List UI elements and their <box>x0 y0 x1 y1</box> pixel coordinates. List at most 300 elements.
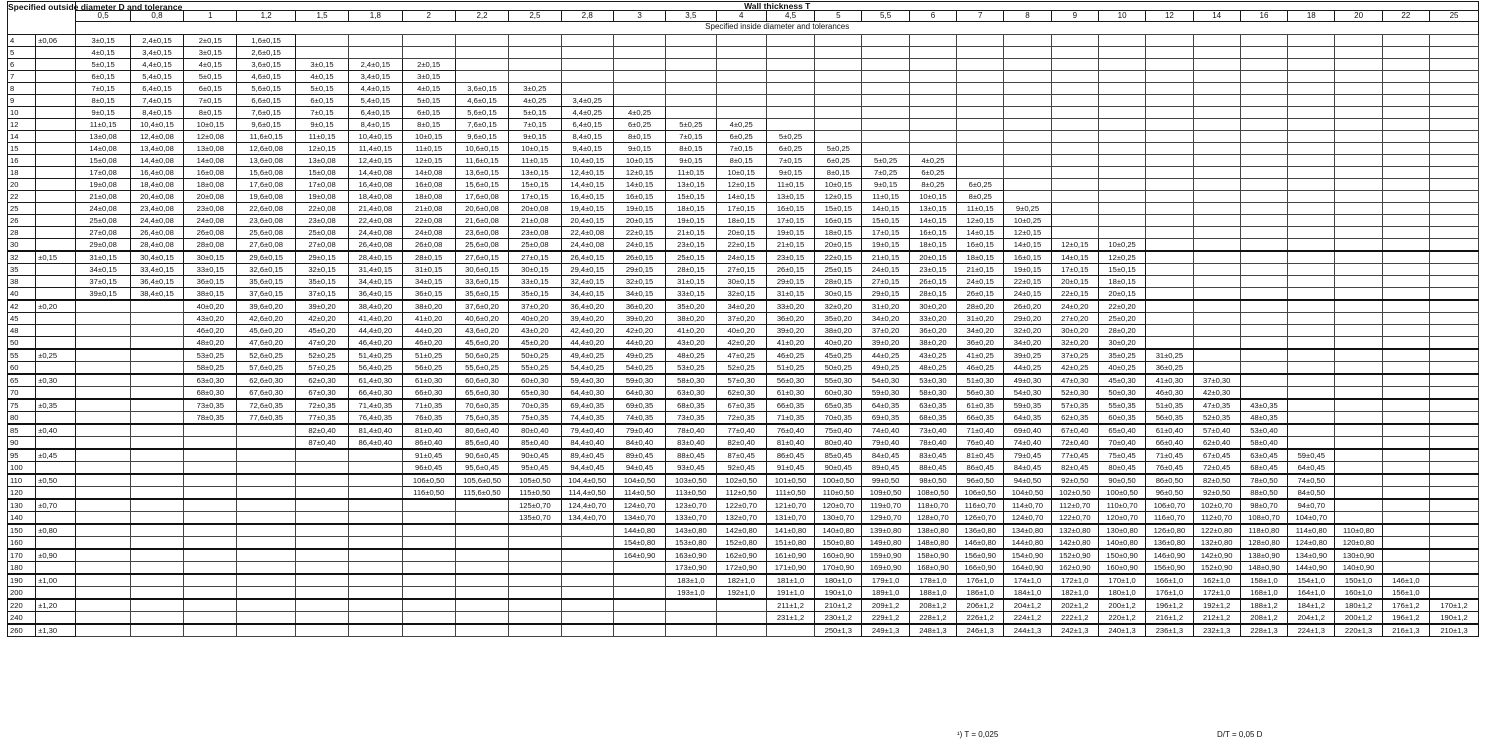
inside-diameter-cell: 36±0,25 <box>1146 362 1193 375</box>
empty-cell <box>1098 95 1145 107</box>
empty-cell <box>1430 499 1479 512</box>
inside-diameter-cell: 206±1,2 <box>957 599 1004 612</box>
outside-diameter-cell: 20 <box>8 179 36 191</box>
empty-cell <box>402 537 455 550</box>
outside-diameter-cell: 240 <box>8 612 36 625</box>
inside-diameter-cell: 110±0,50 <box>815 487 862 500</box>
empty-cell <box>402 624 455 637</box>
inside-diameter-cell: 92±0,50 <box>1193 487 1240 500</box>
empty-cell <box>295 524 348 537</box>
empty-cell <box>76 374 130 387</box>
empty-cell <box>1288 191 1335 203</box>
inside-diameter-cell: 4±0,25 <box>509 95 561 107</box>
outside-diameter-cell: 8 <box>8 83 36 95</box>
inside-diameter-cell: 22±0,08 <box>402 215 455 227</box>
inside-diameter-cell: 232±1,3 <box>1193 624 1240 637</box>
outside-diameter-cell: 40 <box>8 288 36 301</box>
inside-diameter-cell: 140±0,80 <box>1098 537 1145 550</box>
empty-cell <box>76 562 130 575</box>
empty-cell <box>402 524 455 537</box>
table-row <box>8 524 1479 537</box>
tolerance-cell <box>36 143 76 155</box>
inside-diameter-cell: 86,4±0,40 <box>349 437 402 450</box>
inside-diameter-cell: 27±0,08 <box>76 227 130 239</box>
inside-diameter-cell: 79±0,45 <box>1004 449 1051 462</box>
empty-cell <box>1430 462 1479 475</box>
outside-diameter-cell: 18 <box>8 167 36 179</box>
empty-cell <box>1193 131 1240 143</box>
inside-diameter-cell: 8±0,15 <box>815 167 862 179</box>
inside-diameter-cell: 183±1,0 <box>666 574 716 587</box>
inside-diameter-cell: 222±1,2 <box>1051 612 1098 625</box>
empty-cell <box>237 437 295 450</box>
outside-diameter-cell: 85 <box>8 424 36 437</box>
empty-cell <box>1335 95 1382 107</box>
inside-diameter-cell: 118±0,70 <box>909 499 956 512</box>
inside-diameter-cell: 112±0,50 <box>716 487 766 500</box>
inside-diameter-cell: 4±0,25 <box>613 107 665 119</box>
inside-diameter-cell: 154±1,0 <box>1288 574 1335 587</box>
inside-diameter-cell: 92±0,50 <box>1051 474 1098 487</box>
inside-diameter-cell: 88±0,45 <box>909 462 956 475</box>
thickness-header-cell: 3,5 <box>666 11 716 22</box>
inside-diameter-cell: 8,4±0,15 <box>130 107 183 119</box>
inside-diameter-cell: 10,6±0,15 <box>455 143 508 155</box>
empty-cell <box>1430 35 1479 47</box>
empty-cell <box>1382 131 1429 143</box>
inside-diameter-cell: 34,4±0,15 <box>561 288 613 301</box>
empty-cell <box>1430 288 1479 301</box>
inside-diameter-cell: 180±1,2 <box>1335 599 1382 612</box>
inside-diameter-cell: 11±0,15 <box>295 131 348 143</box>
empty-cell <box>237 549 295 562</box>
empty-cell <box>1240 337 1287 350</box>
inside-diameter-cell: 44±0,20 <box>613 337 665 350</box>
empty-cell <box>1146 264 1193 276</box>
empty-cell <box>1335 131 1382 143</box>
empty-cell <box>1430 107 1479 119</box>
tolerance-cell: ±0,35 <box>36 399 76 412</box>
outside-diameter-cell: 220 <box>8 599 36 612</box>
inside-diameter-cell: 6±0,15 <box>295 95 348 107</box>
empty-cell <box>561 59 613 71</box>
empty-cell <box>561 562 613 575</box>
tolerance-cell <box>36 191 76 203</box>
thickness-header-cell: 9 <box>1051 11 1098 22</box>
inside-diameter-cell: 210±1,3 <box>1430 624 1479 637</box>
empty-cell <box>1240 215 1287 227</box>
empty-cell <box>1335 487 1382 500</box>
inside-diameter-cell: 35±0,15 <box>295 276 348 288</box>
empty-cell <box>815 119 862 131</box>
empty-cell <box>130 487 183 500</box>
inside-diameter-cell: 43±0,20 <box>666 337 716 350</box>
inside-diameter-cell: 10±0,15 <box>909 191 956 203</box>
empty-cell <box>1288 349 1335 362</box>
empty-cell <box>1146 325 1193 337</box>
inside-diameter-cell: 10±0,15 <box>613 155 665 167</box>
inside-diameter-cell: 100±0,50 <box>815 474 862 487</box>
inside-diameter-cell: 24±0,08 <box>402 227 455 239</box>
inside-diameter-cell: 32±0,15 <box>295 264 348 276</box>
inside-diameter-cell: 33±0,20 <box>766 300 814 313</box>
empty-cell <box>666 107 716 119</box>
inside-diameter-cell: 23±0,15 <box>909 264 956 276</box>
inside-diameter-cell: 37±0,25 <box>1051 349 1098 362</box>
inside-diameter-cell: 115,6±0,50 <box>455 487 508 500</box>
inside-diameter-cell: 26,4±0,08 <box>349 239 402 252</box>
empty-cell <box>1098 179 1145 191</box>
empty-cell <box>1240 179 1287 191</box>
inside-diameter-cell: 68±0,35 <box>666 399 716 412</box>
empty-cell <box>716 47 766 59</box>
empty-cell <box>561 574 613 587</box>
empty-cell <box>402 499 455 512</box>
empty-cell <box>666 47 716 59</box>
inside-diameter-cell: 230±1,2 <box>815 612 862 625</box>
empty-cell <box>1335 362 1382 375</box>
thickness-header-cell: 2,2 <box>455 11 508 22</box>
table-row <box>8 155 1479 167</box>
inside-diameter-cell: 44,4±0,20 <box>349 325 402 337</box>
inside-diameter-cell: 42,4±0,20 <box>561 325 613 337</box>
empty-cell <box>1430 179 1479 191</box>
empty-cell <box>130 313 183 325</box>
empty-cell <box>1098 35 1145 47</box>
empty-cell <box>1098 191 1145 203</box>
empty-cell <box>1051 215 1098 227</box>
empty-cell <box>1335 437 1382 450</box>
inside-diameter-cell: 39±0,20 <box>766 325 814 337</box>
empty-cell <box>455 587 508 600</box>
inside-diameter-cell: 33±0,15 <box>184 264 237 276</box>
table-row <box>8 487 1479 500</box>
empty-cell <box>1382 549 1429 562</box>
inside-diameter-cell: 120±0,70 <box>1098 512 1145 525</box>
empty-cell <box>76 462 130 475</box>
inside-diameter-cell: 32,6±0,15 <box>237 264 295 276</box>
inside-diameter-cell: 26±0,15 <box>957 288 1004 301</box>
empty-cell <box>295 47 348 59</box>
inside-diameter-cell: 5±0,15 <box>184 71 237 83</box>
tolerance-cell: ±0,30 <box>36 374 76 387</box>
inside-diameter-cell: 5±0,15 <box>295 83 348 95</box>
inside-diameter-cell: 28±0,15 <box>402 251 455 264</box>
empty-cell <box>1240 107 1287 119</box>
empty-cell <box>76 437 130 450</box>
footnote-1: ¹) T = 0,025 <box>957 730 999 739</box>
inside-diameter-cell: 6±0,25 <box>957 179 1004 191</box>
inside-diameter-cell: 224±1,3 <box>1288 624 1335 637</box>
table-row <box>8 288 1479 301</box>
empty-cell <box>1382 191 1429 203</box>
empty-cell <box>1382 288 1429 301</box>
inside-diameter-cell: 156±0,90 <box>957 549 1004 562</box>
empty-cell <box>1193 276 1240 288</box>
inside-diameter-cell: 54,4±0,25 <box>561 362 613 375</box>
empty-cell <box>130 412 183 425</box>
inside-diameter-cell: 182±1,0 <box>1051 587 1098 600</box>
inside-diameter-cell: 154±0,80 <box>613 537 665 550</box>
inside-diameter-cell: 11±0,15 <box>509 155 561 167</box>
inside-diameter-cell: 92±0,45 <box>716 462 766 475</box>
inside-diameter-cell: 89±0,45 <box>862 462 909 475</box>
inside-diameter-cell: 27±0,15 <box>862 276 909 288</box>
empty-cell <box>130 437 183 450</box>
empty-cell <box>716 107 766 119</box>
inside-diameter-cell: 6±0,15 <box>76 71 130 83</box>
inside-diameter-cell: 176±1,0 <box>1146 587 1193 600</box>
inside-diameter-cell: 43±0,35 <box>1240 399 1287 412</box>
inside-diameter-cell: 134±0,80 <box>1004 524 1051 537</box>
inside-diameter-cell: 61±0,30 <box>402 374 455 387</box>
empty-cell <box>1335 462 1382 475</box>
inside-diameter-cell: 18±0,08 <box>402 191 455 203</box>
empty-cell <box>716 59 766 71</box>
empty-cell <box>237 474 295 487</box>
empty-cell <box>613 47 665 59</box>
inside-diameter-cell: 71±0,35 <box>766 412 814 425</box>
inside-diameter-cell: 106±0,50 <box>957 487 1004 500</box>
inside-diameter-cell: 196±1,2 <box>1146 599 1193 612</box>
inside-diameter-cell: 8±0,15 <box>402 119 455 131</box>
inside-diameter-cell: 38±0,20 <box>402 300 455 313</box>
empty-cell <box>349 574 402 587</box>
tolerance-cell: ±0,06 <box>36 35 76 47</box>
empty-cell <box>909 107 956 119</box>
table-row <box>8 549 1479 562</box>
inside-diameter-cell: 142±0,90 <box>1193 549 1240 562</box>
empty-cell <box>1430 574 1479 587</box>
empty-cell <box>613 562 665 575</box>
inside-diameter-cell: 38±0,15 <box>184 288 237 301</box>
inside-diameter-cell: 30±0,20 <box>1098 337 1145 350</box>
inside-diameter-cell: 77±0,40 <box>716 424 766 437</box>
inside-diameter-cell: 22±0,15 <box>716 239 766 252</box>
inside-diameter-cell: 13,4±0,08 <box>130 143 183 155</box>
empty-cell <box>509 524 561 537</box>
empty-cell <box>815 35 862 47</box>
empty-cell <box>613 83 665 95</box>
empty-cell <box>1335 499 1382 512</box>
empty-cell <box>1288 203 1335 215</box>
inside-diameter-cell: 66±0,30 <box>402 387 455 400</box>
empty-cell <box>402 512 455 525</box>
table-row <box>8 276 1479 288</box>
empty-cell <box>1240 47 1287 59</box>
empty-cell <box>1146 47 1193 59</box>
empty-cell <box>1335 203 1382 215</box>
inside-diameter-cell: 188±1,2 <box>1240 599 1287 612</box>
inside-diameter-cell: 24±0,08 <box>184 215 237 227</box>
inside-diameter-cell: 37±0,30 <box>1193 374 1240 387</box>
inside-diameter-cell: 112±0,70 <box>1193 512 1240 525</box>
empty-cell <box>1288 143 1335 155</box>
empty-cell <box>1288 264 1335 276</box>
inside-diameter-cell: 16±0,08 <box>402 179 455 191</box>
inside-diameter-cell: 36±0,20 <box>909 325 956 337</box>
inside-diameter-cell: 7±0,15 <box>716 143 766 155</box>
inside-diameter-cell: 189±1,0 <box>862 587 909 600</box>
empty-cell <box>815 95 862 107</box>
inside-diameter-cell: 17±0,15 <box>716 203 766 215</box>
empty-cell <box>130 549 183 562</box>
tolerance-cell <box>36 47 76 59</box>
empty-cell <box>349 587 402 600</box>
inside-diameter-cell: 90,6±0,45 <box>455 449 508 462</box>
empty-cell <box>130 612 183 625</box>
empty-cell <box>1382 313 1429 325</box>
inside-diameter-cell: 9±0,15 <box>509 131 561 143</box>
inside-diameter-cell: 153±0,80 <box>666 537 716 550</box>
inside-diameter-cell: 114±0,70 <box>1004 499 1051 512</box>
empty-cell <box>1146 276 1193 288</box>
empty-cell <box>237 449 295 462</box>
inside-diameter-cell: 152±0,90 <box>1193 562 1240 575</box>
empty-cell <box>295 499 348 512</box>
table-row <box>8 35 1479 47</box>
inside-diameter-cell: 2,6±0,15 <box>237 47 295 59</box>
inside-diameter-cell: 68±0,45 <box>1240 462 1287 475</box>
inside-diameter-cell: 10±0,15 <box>184 119 237 131</box>
empty-cell <box>1430 167 1479 179</box>
empty-cell <box>1335 449 1382 462</box>
inside-diameter-cell: 36,4±0,20 <box>561 300 613 313</box>
empty-cell <box>349 499 402 512</box>
empty-cell <box>909 95 956 107</box>
inside-diameter-cell: 4±0,15 <box>402 83 455 95</box>
empty-cell <box>613 71 665 83</box>
empty-cell <box>1193 251 1240 264</box>
inside-diameter-cell: 12±0,25 <box>1098 251 1145 264</box>
inside-diameter-cell: 22±0,08 <box>295 203 348 215</box>
tolerance-cell <box>36 107 76 119</box>
inside-diameter-cell: 15,6±0,08 <box>237 167 295 179</box>
inside-diameter-cell: 41±0,20 <box>402 313 455 325</box>
inside-diameter-cell: 168±1,0 <box>1240 587 1287 600</box>
empty-cell <box>349 537 402 550</box>
empty-cell <box>1335 107 1382 119</box>
inside-diameter-cell: 24±0,15 <box>613 239 665 252</box>
empty-cell <box>1335 337 1382 350</box>
empty-cell <box>1382 227 1429 239</box>
empty-cell <box>1335 59 1382 71</box>
tolerance-cell <box>36 131 76 143</box>
tolerance-cell <box>36 227 76 239</box>
empty-cell <box>509 549 561 562</box>
empty-cell <box>1430 276 1479 288</box>
inside-diameter-cell: 71±0,45 <box>1146 449 1193 462</box>
inside-diameter-cell: 21±0,15 <box>862 251 909 264</box>
thickness-header-cell: 3 <box>613 11 665 22</box>
thickness-header-cell: 1,2 <box>237 11 295 22</box>
empty-cell <box>1098 167 1145 179</box>
table-row <box>8 387 1479 400</box>
empty-cell <box>1382 424 1429 437</box>
inside-diameter-cell: 126±0,70 <box>957 512 1004 525</box>
inside-diameter-cell: 108±0,70 <box>1240 512 1287 525</box>
inside-diameter-cell: 32±0,15 <box>716 288 766 301</box>
inside-diameter-cell: 19±0,15 <box>666 215 716 227</box>
empty-cell <box>1051 107 1098 119</box>
empty-cell <box>1288 387 1335 400</box>
inside-diameter-cell: 7±0,15 <box>76 83 130 95</box>
inside-diameter-cell: 45,6±0,20 <box>237 325 295 337</box>
outside-diameter-cell: 260 <box>8 624 36 637</box>
inside-diameter-cell: 12±0,15 <box>716 179 766 191</box>
inside-diameter-cell: 4,6±0,15 <box>455 95 508 107</box>
empty-cell <box>1004 83 1051 95</box>
inside-diameter-cell: 151±0,80 <box>766 537 814 550</box>
empty-cell <box>716 83 766 95</box>
empty-cell <box>184 537 237 550</box>
empty-cell <box>1193 264 1240 276</box>
inside-diameter-cell: 119±0,70 <box>862 499 909 512</box>
inside-diameter-cell: 95,6±0,45 <box>455 462 508 475</box>
empty-cell <box>1240 349 1287 362</box>
inside-diameter-cell: 63±0,30 <box>184 374 237 387</box>
inside-diameter-cell: 148±0,80 <box>909 537 956 550</box>
empty-cell <box>1335 349 1382 362</box>
empty-cell <box>1288 227 1335 239</box>
inside-diameter-cell: 7±0,15 <box>295 107 348 119</box>
empty-cell <box>1430 215 1479 227</box>
inside-diameter-cell: 45±0,20 <box>295 325 348 337</box>
inside-diameter-cell: 9±0,15 <box>613 143 665 155</box>
empty-cell <box>1335 155 1382 167</box>
inside-diameter-cell: 30±0,15 <box>509 264 561 276</box>
inside-diameter-cell: 28,4±0,08 <box>130 239 183 252</box>
empty-cell <box>1430 119 1479 131</box>
inside-diameter-cell: 141±0,80 <box>766 524 814 537</box>
empty-cell <box>1335 325 1382 337</box>
empty-cell <box>613 574 665 587</box>
empty-cell <box>1051 155 1098 167</box>
table-row <box>8 399 1479 412</box>
inside-diameter-cell: 12±0,15 <box>815 191 862 203</box>
empty-cell <box>1146 227 1193 239</box>
inside-diameter-cell: 70±0,35 <box>815 412 862 425</box>
empty-cell <box>1004 71 1051 83</box>
tolerance-cell <box>36 462 76 475</box>
empty-cell <box>1430 562 1479 575</box>
empty-cell <box>1004 95 1051 107</box>
inside-diameter-cell: 54±0,30 <box>1004 387 1051 400</box>
inside-diameter-cell: 2,4±0,15 <box>349 59 402 71</box>
empty-cell <box>1430 83 1479 95</box>
inside-diameter-cell: 23±0,08 <box>295 215 348 227</box>
inside-diameter-cell: 103±0,50 <box>666 474 716 487</box>
empty-cell <box>1193 167 1240 179</box>
inside-diameter-cell: 124,4±0,70 <box>561 499 613 512</box>
inside-diameter-cell: 128±0,80 <box>1240 537 1287 550</box>
inside-diameter-cell: 37,6±0,20 <box>455 300 508 313</box>
inside-diameter-cell: 4,4±0,15 <box>349 83 402 95</box>
inside-diameter-cell: 41±0,25 <box>957 349 1004 362</box>
empty-cell <box>1430 264 1479 276</box>
tolerance-cell <box>36 325 76 337</box>
empty-cell <box>349 449 402 462</box>
empty-cell <box>1240 203 1287 215</box>
empty-cell <box>1146 191 1193 203</box>
inside-diameter-cell: 44,4±0,20 <box>561 337 613 350</box>
inside-diameter-cell: 57±0,40 <box>1193 424 1240 437</box>
inside-diameter-cell: 58±0,30 <box>666 374 716 387</box>
inside-diameter-cell: 84±0,40 <box>613 437 665 450</box>
outside-diameter-cell: 120 <box>8 487 36 500</box>
inside-diameter-cell: 59,4±0,30 <box>561 374 613 387</box>
empty-cell <box>1335 264 1382 276</box>
